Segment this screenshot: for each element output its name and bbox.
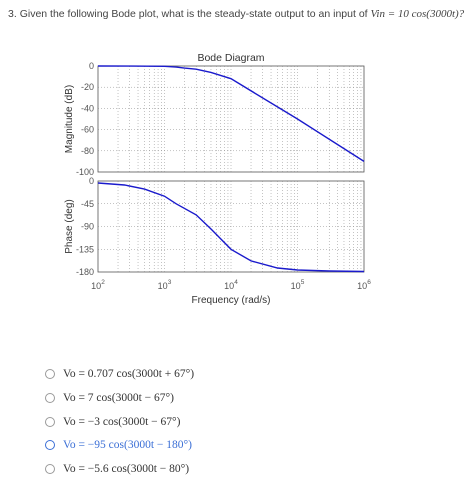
radio-button[interactable] <box>45 440 55 450</box>
answer-option[interactable] <box>45 389 174 407</box>
magnitude-ytick-label: -80 <box>80 145 94 156</box>
answer-option[interactable] <box>45 460 189 478</box>
phase-ytick-label: 0 <box>88 176 94 186</box>
phase-ytick-label: -90 <box>80 221 94 232</box>
answer-option-label: Vo = −3 cos(3000t − 67°) <box>63 416 181 428</box>
magnitude-ylabel: Magnitude (dB) <box>64 84 75 154</box>
magnitude-ytick-label: -60 <box>80 124 94 135</box>
magnitude-panel <box>64 61 364 177</box>
xtick-label: $10^4$ <box>224 279 238 291</box>
answer-option[interactable] <box>45 436 192 454</box>
xlabel: Frequency (rad/s) <box>191 295 271 306</box>
magnitude-ytick-label: -20 <box>80 82 94 93</box>
xtick-label: $10^6$ <box>357 279 371 291</box>
phase-ylabel: Phase (deg) <box>64 199 75 254</box>
magnitude-ytick-label: -40 <box>80 103 94 114</box>
question-body: Given the following Bode plot, what is the steady-state output to an input of <box>19 8 368 20</box>
answer-option[interactable] <box>45 413 180 431</box>
bode-plot <box>0 40 474 310</box>
answer-option-label: Vo = −5.6 cos(3000t − 80°) <box>63 463 190 475</box>
answer-option[interactable] <box>45 365 194 383</box>
xtick-label: $10^5$ <box>290 279 305 291</box>
answer-option-label: Vo = 0.707 cos(3000t + 67°) <box>63 368 195 380</box>
phase-ytick-label: -135 <box>75 244 94 255</box>
phase-ytick-label: -45 <box>80 198 94 209</box>
answer-option-label: Vo = −95 cos(3000t − 180°) <box>63 439 192 451</box>
question-number: 3. <box>8 8 17 20</box>
xtick-label: $10^2$ <box>91 279 105 291</box>
radio-button[interactable] <box>45 369 55 379</box>
radio-button[interactable] <box>45 393 55 403</box>
magnitude-ytick-label: -100 <box>75 167 94 177</box>
chart-title: Bode Diagram <box>197 52 265 64</box>
answer-option-label: Vo = 7 cos(3000t − 67°) <box>63 392 174 404</box>
magnitude-ytick-label: 0 <box>88 61 94 71</box>
phase-panel <box>64 176 364 277</box>
question-text <box>8 8 464 20</box>
xtick-label: $10^3$ <box>157 279 172 291</box>
radio-button[interactable] <box>45 464 55 474</box>
radio-button[interactable] <box>45 417 55 427</box>
question-math: Vin = 10 cos(3000t)? <box>370 8 465 20</box>
phase-ytick-label: -180 <box>75 267 94 277</box>
